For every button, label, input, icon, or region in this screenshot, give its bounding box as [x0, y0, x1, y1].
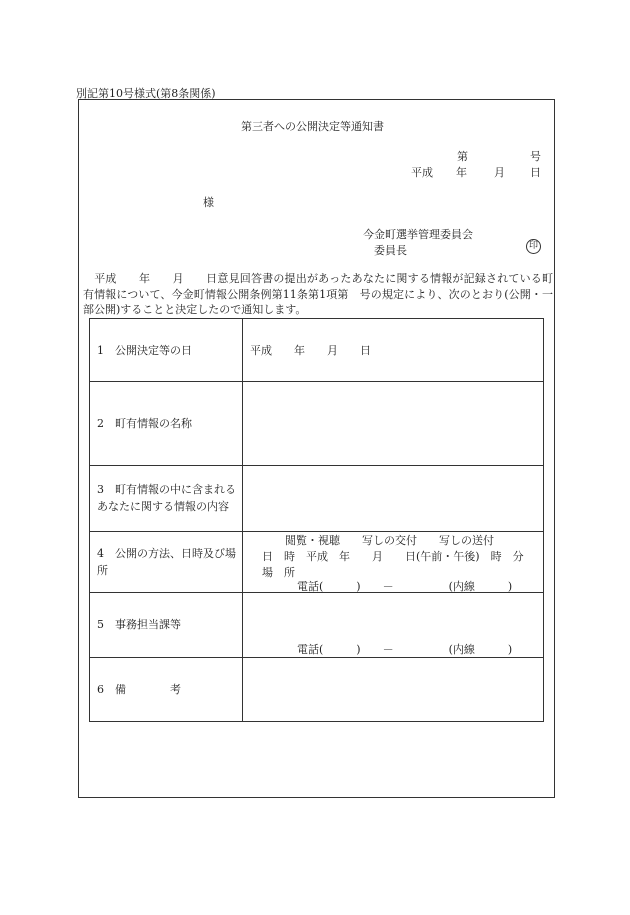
- disclosure-place: 場 所: [262, 565, 295, 579]
- table-row: [90, 466, 544, 531]
- row-label: 4 公開の方法、日時及び場所: [90, 531, 243, 592]
- notice-form-table: [89, 318, 544, 722]
- row-label: 6 備 考: [90, 657, 243, 721]
- date-era: 平成: [411, 166, 433, 179]
- office-phone: 電話( ) － (内線 ): [297, 642, 513, 656]
- table-row: [90, 319, 544, 382]
- number-prefix: 第: [457, 150, 468, 163]
- recipient-honorific: 様: [203, 196, 214, 209]
- decision-date-month: 月: [327, 344, 338, 358]
- remarks-cell: [243, 657, 544, 721]
- info-content-cell: [243, 466, 544, 531]
- disclosure-datetime: 日 時 平成 年 月 日(午前・午後) 時 分: [262, 549, 524, 563]
- decision-date-era: 平成: [250, 344, 272, 358]
- document-title: 第三者への公開決定等通知書: [241, 120, 384, 133]
- office-cell: [243, 592, 544, 657]
- form-number-note: 別記第10号様式(第8条関係): [76, 87, 216, 100]
- disclosure-phone: 電話( ) － (内線 ): [297, 579, 513, 593]
- decision-date-year: 年: [294, 344, 305, 358]
- row-label: 5 事務担当課等: [90, 592, 243, 657]
- decision-date-day: 日: [360, 344, 371, 358]
- seal-mark-icon: 印: [526, 239, 541, 254]
- notice-body-text: 平成 年 月 日意見回答書の提出があったあなたに関する情報が記録されている町有情報について、今金町情報公開条例第11条第1項第 号の規定により、次のとおり(公開・一部公開)することと決定したので通知します。: [83, 272, 553, 317]
- date-month: 月: [494, 166, 505, 179]
- row-label: 2 町有情報の名称: [90, 382, 243, 466]
- table-row: [90, 382, 544, 466]
- table-row: [90, 592, 544, 657]
- date-day: 日: [530, 166, 541, 179]
- sender-title: 委員長: [374, 244, 407, 257]
- disclosure-methods: 閲覧・視聴 写しの交付 写しの送付: [285, 533, 494, 547]
- disclosure-method-cell: [243, 531, 544, 592]
- row-label: 1 公開決定等の日: [90, 319, 243, 382]
- table-row: [90, 657, 544, 721]
- info-name-cell: [243, 382, 544, 466]
- number-suffix: 号: [530, 150, 541, 163]
- decision-date-cell: [243, 319, 544, 382]
- sender-organization: 今金町選挙管理委員会: [363, 228, 473, 241]
- table-row: [90, 531, 544, 592]
- date-year: 年: [456, 166, 467, 179]
- row-label: 3 町有情報の中に含まれるあなたに関する情報の内容: [90, 466, 243, 531]
